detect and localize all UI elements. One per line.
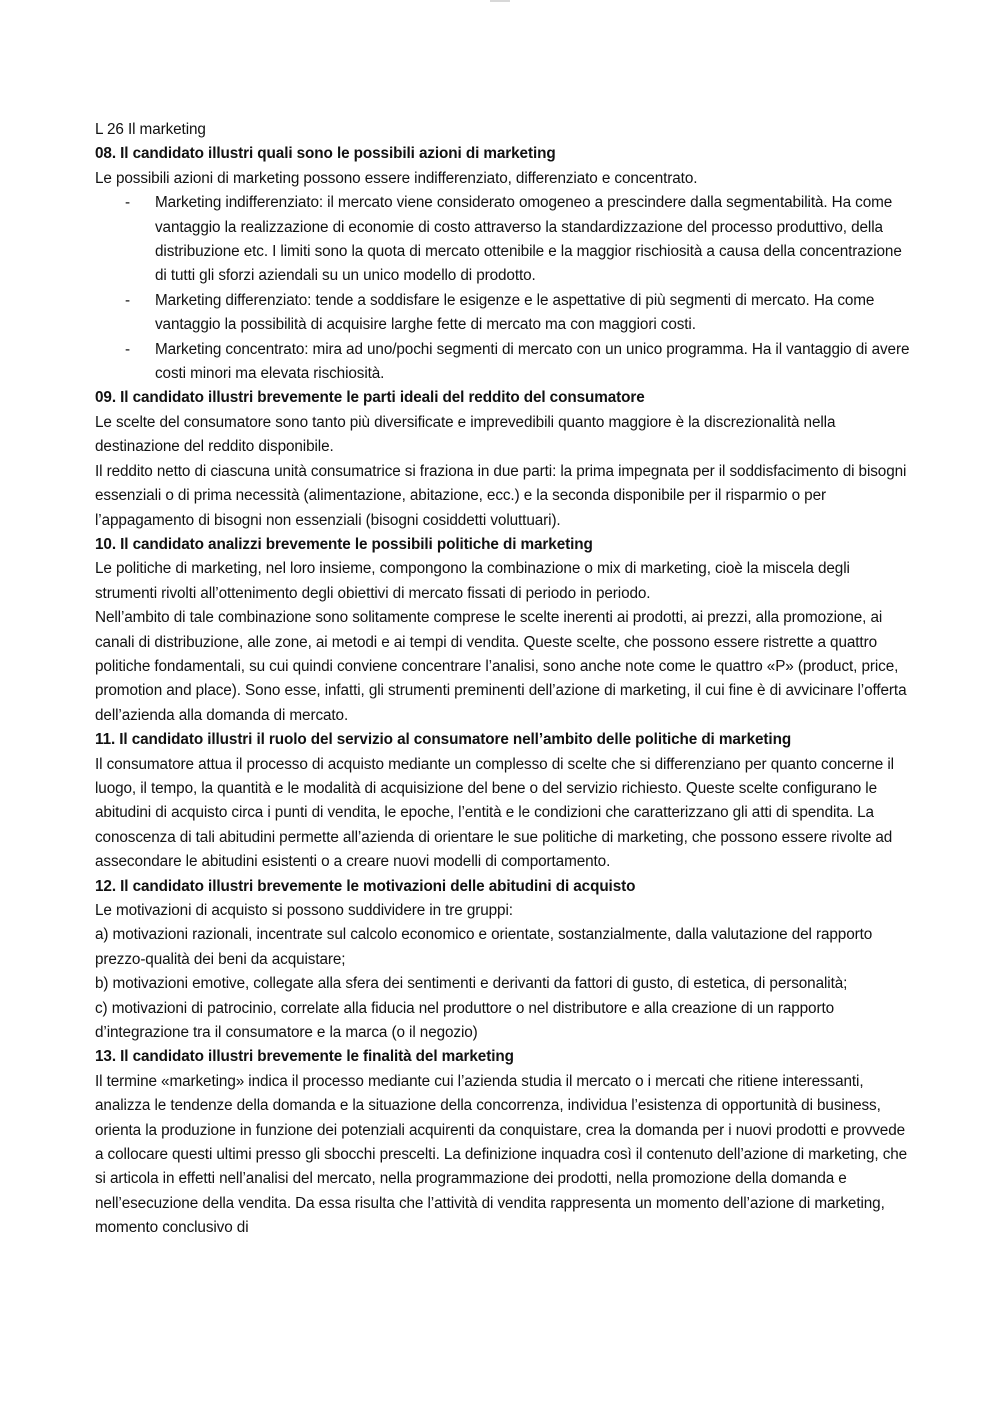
paragraph: Le politiche di marketing, nel loro insieme, compongono la combinazione o mix di marketing, cioè la miscela degli strumenti rivolti all’ottenimento degli obiettivi di mercato fissati di periodo in periodo. (95, 560, 850, 602)
list-item: - Marketing differenziato: tende a soddisfare le esigenze e le aspettative di più segmenti di mercato. Ha come vantaggio la possibilità di acquisire larghe fette di mercato ma con maggiori costi. (95, 289, 910, 338)
paragraph: a) motivazioni razionali, incentrate sul calcolo economico e orientate, sostanzialmente, dalla valutazione del rapporto prezzo-qualità dei beni da acquistare; (95, 926, 873, 968)
paragraph: Il reddito netto di ciascuna unità consumatrice si fraziona in due parti: la prima impegnata per il soddisfacimento di bisogni essenziali o di prima necessità (alimentazione, abitazione, ecc.) e la seconda disponibile per il risparmio o per l’appagamento di bisogni non essenziali (bisogni cosiddetti voluttuari). (95, 462, 907, 529)
paragraph: Il termine «marketing» indica il processo mediante cui l’azienda studia il mercato o i mercati che ritiene interessanti, analizza le tendenze della domanda e la situazione della concorrenza, individua l’esistenza di opportunità di business, orienta la produzione in funzione dei potenziali acquirenti da conquistare, crea la domanda per i nuovi prodotti e provvede a collocare questi ultimi presso gli sbocchi prescelti. La definizione inquadra così il contenuto dell’azione di marketing, che si articola in effetti nell’analisi del mercato, nella programmazione dei prodotti, nella promozione della domanda e nell’esecuzione della vendita. Da essa risulta che l’attività di vendita rappresenta un momento dell’azione di marketing, momento conclusivo di (95, 1072, 908, 1237)
paragraph: c) motivazioni di patrocinio, correlate alla fiducia nel produttore o nel distributore e alla creazione di un rapporto d’integrazione tra il consumatore e la marca (o il negozio) (95, 999, 835, 1042)
question-heading-09: 09. Il candidato illustri brevemente le parti ideali del reddito del consumatore (95, 389, 645, 407)
paragraph: Le motivazioni di acquisto si possono suddividere in tre gruppi: (95, 902, 513, 919)
question-heading-10: 10. Il candidato analizzi brevemente le possibili politiche di marketing (95, 535, 593, 553)
question-heading-11: 11. Il candidato illustri il ruolo del servizio al consumatore nell’ambito delle politiche di marketing (95, 731, 792, 749)
question-heading-12: 12. Il candidato illustri brevemente le motivazioni delle abitudini di acquisto (95, 877, 636, 895)
section-08-intro: Le possibili azioni di marketing possono essere indifferenziato, differenziato e concentrato. (95, 169, 698, 187)
list-item: - Marketing concentrato: mira ad uno/pochi segmenti di mercato con un unico programma. Ha il vantaggio di avere costi minori ma elevata rischiosità. (95, 338, 910, 387)
marketing-actions-list (95, 191, 910, 386)
paragraph: Nell’ambito di tale combinazione sono solitamente comprese le scelte inerenti ai prodotti, ai prezzi, alla promozione, ai canali di distribuzione, alle zone, ai metodi e ai tempi di vendita. Queste scelte, che possono essere ristrette a quattro politiche fondamentali, su cui quindi conviene concentrare l’analisi, sono anche note come le quattro «P» (product, price, promotion and place). Sono esse, infatti, gli strumenti preminenti dell’azione di marketing, il cui fine è di avvicinare l’offerta dell’azienda alla domanda di mercato. (95, 609, 907, 724)
dash-bullet: - (125, 340, 130, 358)
question-heading-08: 08. Il candidato illustri quali sono le possibili azioni di marketing (95, 145, 556, 163)
paragraph: Il consumatore attua il processo di acquisto mediante un complesso di scelte che si differenziano per quanto concerne il luogo, il tempo, la quantità e le modalità di acquisizione del bene o del servizio richiesto. Queste scelte configurano le abitudini di acquisto circa i punti di vendita, le epoche, l’entità e le condizioni che caratterizzano gli atti di spendita. La conoscenza di tali abitudini permette all’azienda di orientare le sue politiche di marketing, che possono essere rivolte ad assecondare le abitudini esistenti o a creare nuovi modelli di comportamento. (95, 755, 894, 871)
paragraph: b) motivazioni emotive, collegate alla sfera dei sentimenti e derivanti da fattori di gusto, di estetica, di personalità; (95, 975, 848, 993)
question-heading-13: 13. Il candidato illustri brevemente le finalità del marketing (95, 1048, 514, 1066)
dash-bullet: - (125, 194, 130, 212)
header-mark (490, 0, 510, 2)
dash-bullet: - (125, 291, 130, 309)
lesson-title: L 26 Il marketing (95, 121, 206, 138)
document-page (95, 118, 910, 1241)
list-item: - Marketing indifferenziato: il mercato viene considerato omogeneo a prescindere dalla segmentabilità. Ha come vantaggio la realizzazione di economie di costo attraverso la standardizzazione del processo produttivo, della distribuzione etc. I limiti sono la quota di mercato ottenibile e la maggior rischiosità a causa della concentrazione di tutti gli sforzi aziendali su un unico modello di prodotto. (95, 191, 910, 289)
paragraph: Le scelte del consumatore sono tanto più diversificate e imprevedibili quanto maggiore è la discrezionalità nella destinazione del reddito disponibile. (95, 413, 836, 456)
